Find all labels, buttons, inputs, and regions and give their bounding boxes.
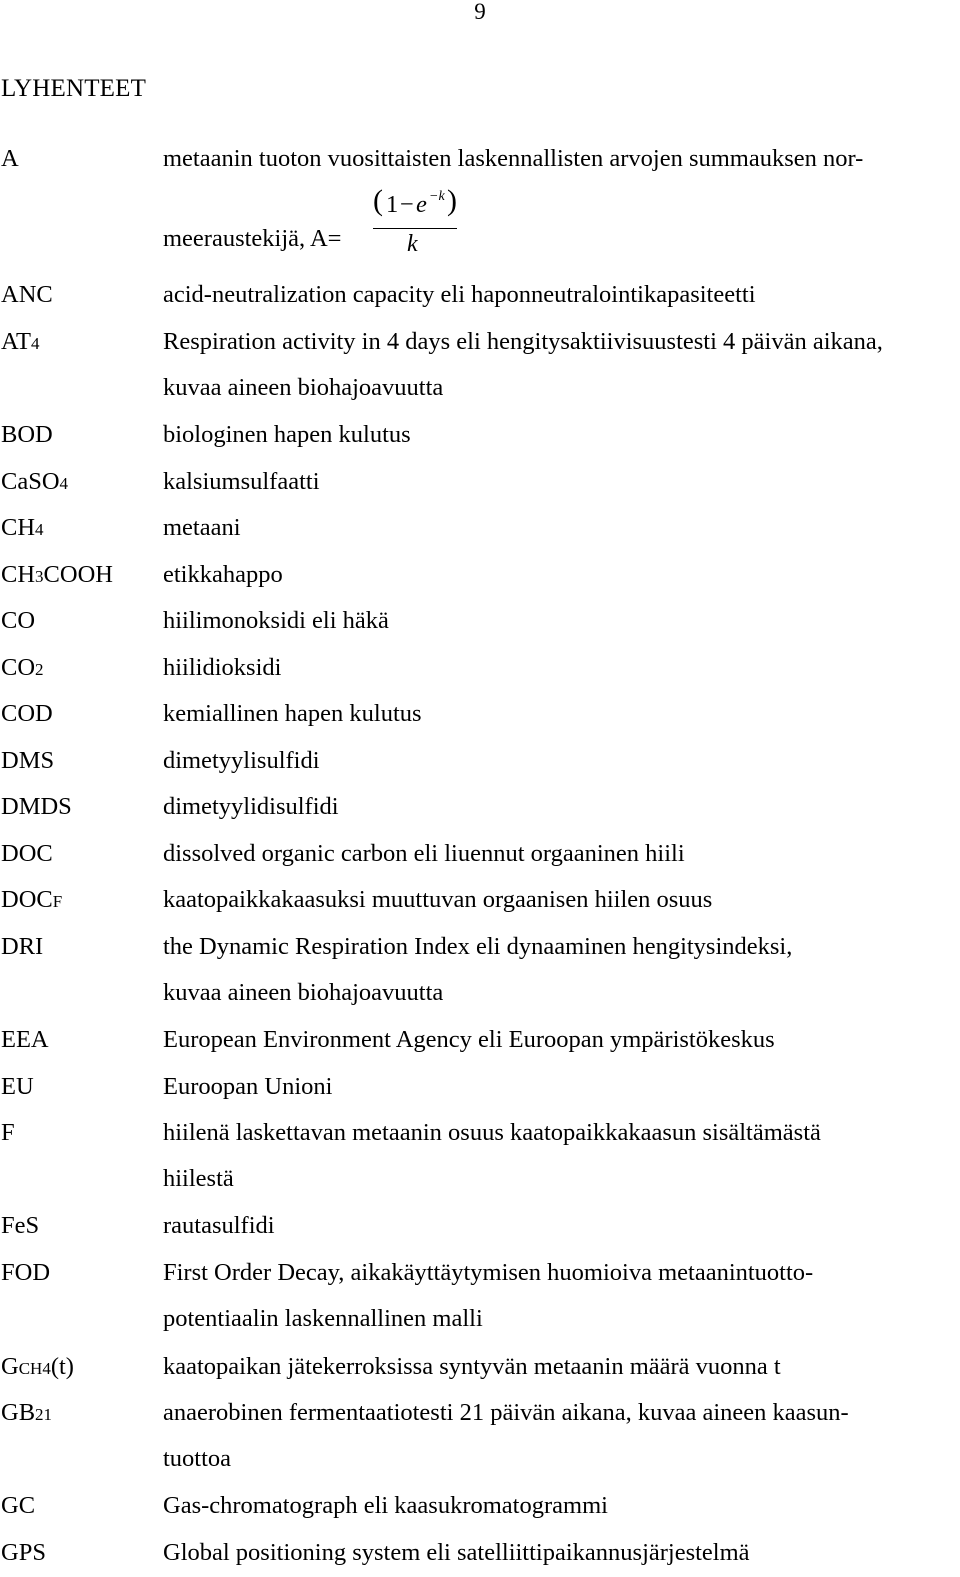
abbreviation-term <box>1 842 53 867</box>
abbreviation-entry <box>0 656 960 686</box>
definition: metaani <box>163 514 241 541</box>
abbreviation-term <box>1 656 44 681</box>
abbreviation-term <box>1 283 53 308</box>
abbreviation-term <box>1 1028 49 1053</box>
term-subscript: 4 <box>30 334 40 353</box>
definition: First Order Decay, aikakäyttäytymisen huomioiva metaanintuotto- <box>163 1259 814 1286</box>
definition: hiilenä laskettavan metaanin osuus kaatopaikkakaasun sisältämästä <box>163 1119 821 1146</box>
abbreviation-term <box>1 1121 15 1146</box>
term-main: FeS <box>1 1212 40 1239</box>
abbreviation-entry <box>0 842 960 872</box>
definition: European Environment Agency eli Euroopan ympäristökeskus <box>163 1026 775 1053</box>
abbreviation-term <box>1 147 19 172</box>
definition-continuation: kuvaa aineen biohajoavuutta <box>163 374 444 401</box>
fraction-bar <box>373 228 457 229</box>
abbreviation-term <box>1 935 43 960</box>
abbreviation-entry <box>0 1075 960 1105</box>
term-subscript: F <box>52 892 63 911</box>
formula-e: e <box>416 191 427 218</box>
term-main: COD <box>1 700 53 727</box>
definition: dimetyylisulfidi <box>163 747 320 774</box>
term-subscript: 4 <box>35 520 44 539</box>
definition: kaatopaikan jätekerroksissa syntyvän metaanin määrä vuonna t <box>163 1353 781 1380</box>
term-main: EU <box>1 1073 34 1100</box>
definition-continuation: tuottoa <box>163 1445 232 1472</box>
definition: Euroopan Unioni <box>163 1073 333 1100</box>
formula-minus: − <box>400 191 414 218</box>
abbreviation-entry <box>0 1028 960 1058</box>
abbreviation-entry <box>0 933 960 1006</box>
term-main: CO <box>1 607 36 634</box>
abbreviation-entry <box>0 1399 960 1472</box>
term-main: AT <box>1 328 31 355</box>
term-main: CaSO <box>1 468 60 495</box>
abbreviation-entry <box>0 702 960 732</box>
abbreviation-entry <box>0 328 960 401</box>
abbreviation-term <box>1 423 53 448</box>
definition: kalsiumsulfaatti <box>163 468 320 495</box>
abbreviation-term <box>1 609 35 634</box>
definition: biologinen hapen kulutus <box>163 421 411 448</box>
abbreviation-term <box>1 795 72 820</box>
term-main: F <box>1 1119 15 1146</box>
term-subscript: 21 <box>35 1405 53 1424</box>
term-subscript: 2 <box>35 660 44 679</box>
abbreviation-term <box>1 888 62 913</box>
formula-numerator <box>373 184 457 220</box>
definition: Respiration activity in 4 days eli hengitysaktiivisuustesti 4 päivän aikana, <box>163 328 883 355</box>
abbreviation-entry <box>0 283 960 313</box>
term-tail: (t) <box>50 1353 74 1380</box>
definition: hiilidioksidi <box>163 654 282 681</box>
term-main: EEA <box>1 1026 49 1053</box>
formula-one: 1 <box>386 191 399 218</box>
definition-continuation: potentiaalin laskennallinen malli <box>163 1305 483 1332</box>
abbreviation-entry <box>0 888 960 918</box>
definition: hiilimonoksidi eli häkä <box>163 607 389 634</box>
definition: dimetyylidisulfidi <box>163 793 339 820</box>
term-main: G <box>1 1353 19 1380</box>
term-main: CH <box>1 561 36 588</box>
definition: rautasulfidi <box>163 1212 275 1239</box>
abbreviation-term <box>1 702 53 727</box>
formula-denominator: k <box>407 231 418 257</box>
abbreviation-term <box>1 470 68 495</box>
abbreviation-term <box>1 1075 34 1100</box>
abbreviation-term <box>1 1494 35 1519</box>
abbreviation-entry <box>0 749 960 779</box>
right-paren: ) <box>447 184 457 217</box>
term-main: A <box>1 145 19 172</box>
definition: metaanin tuoton vuosittaisten laskennallisten arvojen summauksen nor- <box>163 145 864 172</box>
normalization-formula <box>373 184 457 262</box>
term-main: FOD <box>1 1259 51 1286</box>
definition-continuation: hiilestä <box>163 1165 234 1192</box>
definition: kaatopaikkakaasuksi muuttuvan orgaanisen hiilen osuus <box>163 886 713 913</box>
term-main: GC <box>1 1492 36 1519</box>
abbreviation-entry <box>0 609 960 639</box>
definition: kemiallinen hapen kulutus <box>163 700 422 727</box>
definition: Gas-chromatograph eli kaasukromatogrammi <box>163 1492 608 1519</box>
abbreviation-entry <box>0 795 960 825</box>
definition: anaerobinen fermentaatiotesti 21 päivän aikana, kuvaa aineen kaasun- <box>163 1399 849 1426</box>
abbreviation-term <box>1 330 39 355</box>
term-tail: COOH <box>43 561 113 588</box>
abbreviation-entry <box>0 1541 960 1571</box>
abbreviation-entry <box>0 516 960 546</box>
definition: dissolved organic carbon eli liuennut orgaaninen hiili <box>163 840 685 867</box>
abbreviation-term <box>1 1214 39 1239</box>
abbreviation-term <box>1 749 54 774</box>
abbreviation-entry <box>0 1119 960 1192</box>
definition-continuation: kuvaa aineen biohajoavuutta <box>163 979 444 1006</box>
abbreviation-entry <box>0 1259 960 1332</box>
definition: etikkahappo <box>163 561 283 588</box>
definition: the Dynamic Respiration Index eli dynaaminen hengitysindeksi, <box>163 933 793 960</box>
page-number: 9 <box>474 0 486 24</box>
left-paren: ( <box>373 184 383 217</box>
term-main: DOC <box>1 840 53 867</box>
term-main: CH <box>1 514 36 541</box>
abbreviation-entry <box>0 145 960 252</box>
term-subscript: CH4 <box>18 1359 51 1378</box>
abbreviation-entry <box>0 423 960 453</box>
formula-exponent: −k <box>429 189 445 204</box>
term-subscript: 3 <box>35 567 44 586</box>
abbreviation-entry <box>0 1494 960 1524</box>
abbreviation-entry <box>0 1214 960 1244</box>
term-subscript: 4 <box>59 474 69 493</box>
term-main: DMDS <box>1 793 72 820</box>
term-main: ANC <box>1 281 53 308</box>
term-main: DRI <box>1 933 44 960</box>
abbreviation-term <box>1 1401 52 1426</box>
abbreviation-entry <box>0 563 960 593</box>
definition: Global positioning system eli satelliittipaikannusjärjestelmä <box>163 1539 750 1566</box>
term-main: BOD <box>1 421 53 448</box>
abbreviation-term <box>1 563 113 588</box>
abbreviation-entry <box>0 470 960 500</box>
definition-continuation: meeraustekijä, A= <box>163 225 342 252</box>
term-main: CO <box>1 654 36 681</box>
abbreviation-entry <box>0 1355 960 1385</box>
section-heading: LYHENTEET <box>1 75 147 102</box>
abbreviation-term <box>1 516 44 541</box>
definition: acid-neutralization capacity eli haponneutralointikapasiteetti <box>163 281 756 308</box>
term-main: GPS <box>1 1539 46 1566</box>
abbreviation-term <box>1 1541 46 1566</box>
abbreviation-term <box>1 1261 50 1286</box>
abbreviation-term <box>1 1355 74 1380</box>
term-main: DOC <box>1 886 53 913</box>
term-main: GB <box>1 1399 36 1426</box>
term-main: DMS <box>1 747 55 774</box>
